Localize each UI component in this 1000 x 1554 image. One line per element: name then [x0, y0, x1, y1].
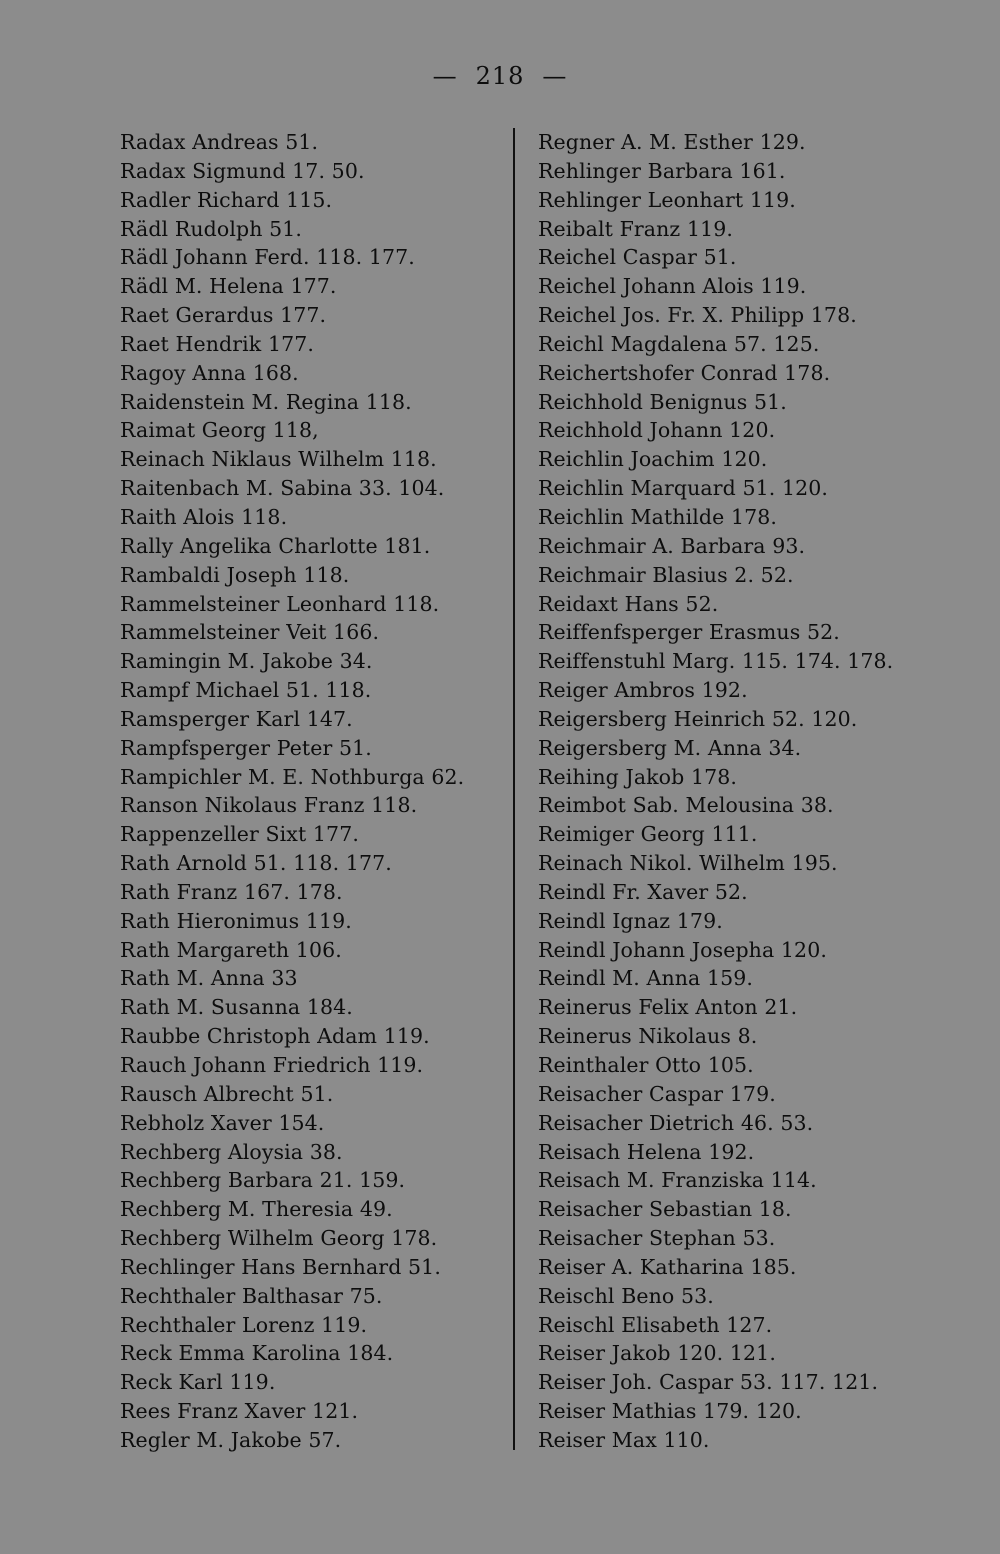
index-entry: Rath Arnold 51. 118. 177.: [120, 851, 392, 876]
index-entry: Rechberg Wilhelm Georg 178.: [120, 1226, 438, 1251]
index-entry: Reischl Elisabeth 127.: [538, 1312, 773, 1337]
index-entry: Rechthaler Balthasar 75.: [120, 1283, 383, 1308]
index-entry: Rammelsteiner Leonhard 118.: [120, 591, 440, 616]
index-entry: Reiser Mathias 179. 120.: [538, 1399, 802, 1424]
index-entry: Raubbe Christoph Adam 119.: [120, 1024, 430, 1049]
index-entry: Radler Richard 115.: [120, 187, 333, 212]
index-entry: Reibalt Franz 119.: [538, 216, 733, 241]
index-entry: Reiger Ambros 192.: [538, 678, 748, 703]
index-entry: Rädl Johann Ferd. 118. 177.: [120, 245, 415, 270]
index-entry: Reindl Fr. Xaver 52.: [538, 879, 748, 904]
index-entry: Rath M. Susanna 184.: [120, 995, 353, 1020]
index-entry: Reichl Magdalena 57. 125.: [538, 331, 820, 356]
index-entry: Ragoy Anna 168.: [120, 360, 299, 385]
page-header: [0, 62, 1000, 90]
index-entry: Reichlin Joachim 120.: [538, 447, 768, 472]
index-entry: Rath Margareth 106.: [120, 937, 342, 962]
index-entry: Reinerus Nikolaus 8.: [538, 1024, 758, 1049]
index-entry: Reiffenstuhl Marg. 115. 174. 178.: [538, 649, 894, 674]
index-entry: Radax Andreas 51.: [120, 130, 319, 154]
index-entry: Rechberg Barbara 21. 159.: [120, 1168, 406, 1193]
index-entry: Ramingin M. Jakobe 34.: [120, 649, 373, 674]
index-entry: Raet Hendrik 177.: [120, 331, 314, 356]
index-entry: Reichertshofer Conrad 178.: [538, 360, 831, 385]
index-entry: Radax Sigmund 17. 50.: [120, 158, 365, 183]
index-entry: Reisach Helena 192.: [538, 1139, 755, 1164]
index-entry: Rauch Johann Friedrich 119.: [120, 1053, 424, 1077]
index-entry: Rammelsteiner Veit 166.: [120, 620, 380, 645]
index-entry: Raitenbach M. Sabina 33. 104.: [120, 476, 445, 501]
index-entry: Reimiger Georg 111.: [538, 822, 758, 847]
index-entry: Rath M. Anna 33: [120, 966, 298, 991]
index-entry: Reichel Jos. Fr. X. Philipp 178.: [538, 303, 857, 328]
index-entry: Rausch Albrecht 51.: [120, 1081, 334, 1106]
index-entry: Reindl Ignaz 179.: [538, 908, 723, 933]
index-entry: Reisach M. Franziska 114.: [538, 1168, 817, 1193]
index-entry: Reiffenfsperger Erasmus 52.: [538, 620, 840, 645]
index-entry: Rechlinger Hans Bernhard 51.: [120, 1254, 441, 1279]
index-entry: Reinthaler Otto 105.: [538, 1053, 754, 1077]
index-entry: Reisacher Caspar 179.: [538, 1081, 776, 1106]
index-entry: Regner A. M. Esther 129.: [538, 130, 806, 154]
index-entry: Reichmair A. Barbara 93.: [538, 533, 806, 558]
index-entry: Ramsperger Karl 147.: [120, 706, 353, 731]
index-entry: Rehlinger Leonhart 119.: [538, 187, 796, 212]
index-column-right: [538, 128, 993, 1455]
index-entry: Reichhold Johann 120.: [538, 418, 776, 443]
index-entry: Rampfsperger Peter 51.: [120, 735, 372, 760]
column-divider: [513, 128, 515, 1450]
index-entry: Raimat Georg 118,: [120, 418, 319, 443]
index-entry: Reck Emma Karolina 184.: [120, 1341, 394, 1366]
index-entry: Rath Hieronimus 119.: [120, 908, 352, 933]
index-entry: Reigersberg M. Anna 34.: [538, 735, 802, 760]
index-entry: Rechthaler Lorenz 119.: [120, 1312, 368, 1337]
index-entry: Reihing Jakob 178.: [538, 764, 738, 789]
index-entry: Rampichler M. E. Nothburga 62.: [120, 764, 465, 789]
index-entry: Reischl Beno 53.: [538, 1283, 714, 1308]
index-entry: Reisacher Sebastian 18.: [538, 1197, 792, 1222]
index-entry: Reiser Max 110.: [538, 1427, 710, 1452]
index-entry: Reiser A. Katharina 185.: [538, 1254, 797, 1279]
header-dash-left: —: [432, 62, 458, 90]
index-entry: Reisacher Stephan 53.: [538, 1226, 776, 1251]
index-entry: Reichlin Mathilde 178.: [538, 504, 778, 529]
index-entry: Rappenzeller Sixt 177.: [120, 822, 359, 847]
index-entry: Reindl M. Anna 159.: [538, 966, 754, 991]
index-entry: Reinerus Felix Anton 21.: [538, 995, 798, 1020]
index-entry: Reigersberg Heinrich 52. 120.: [538, 706, 858, 731]
index-entry: Reidaxt Hans 52.: [538, 591, 719, 616]
index-entry: Reinach Nikol. Wilhelm 195.: [538, 851, 838, 876]
page-number: 218: [475, 62, 525, 90]
index-column-left: [120, 128, 505, 1455]
index-entry: Reindl Johann Josepha 120.: [538, 937, 827, 962]
index-entry: Reichel Caspar 51.: [538, 245, 737, 270]
index-entry: Rampf Michael 51. 118.: [120, 678, 372, 703]
index-entry: Reichhold Benignus 51.: [538, 389, 787, 414]
index-entry: Reiser Joh. Caspar 53. 117. 121.: [538, 1370, 879, 1395]
index-entry: Reiser Jakob 120. 121.: [538, 1341, 776, 1366]
index-entry: Rath Franz 167. 178.: [120, 879, 343, 904]
index-entry: Raidenstein M. Regina 118.: [120, 389, 412, 414]
index-entry: Raet Gerardus 177.: [120, 303, 327, 328]
index-entry: Rees Franz Xaver 121.: [120, 1399, 359, 1424]
index-entry: Reck Karl 119.: [120, 1370, 276, 1395]
index-entry: Rebholz Xaver 154.: [120, 1110, 325, 1135]
index-entry: Rehlinger Barbara 161.: [538, 158, 786, 183]
index-entry: Reichel Johann Alois 119.: [538, 274, 807, 299]
index-entry: Rädl M. Helena 177.: [120, 274, 337, 299]
index-entry: Rally Angelika Charlotte 181.: [120, 533, 431, 558]
index-entry: Rädl Rudolph 51.: [120, 216, 303, 241]
index-entry: Reimbot Sab. Melousina 38.: [538, 793, 834, 818]
index-entry: Reichlin Marquard 51. 120.: [538, 476, 829, 501]
index-entry: Regler M. Jakobe 57.: [120, 1427, 342, 1452]
index-entry: Ranson Nikolaus Franz 118.: [120, 793, 418, 818]
index-entry: Rechberg Aloysia 38.: [120, 1139, 343, 1164]
header-dash-right: —: [542, 62, 568, 90]
index-entry: Rambaldi Joseph 118.: [120, 562, 350, 587]
index-entry: Reinach Niklaus Wilhelm 118.: [120, 447, 437, 472]
index-entry: Rechberg M. Theresia 49.: [120, 1197, 393, 1222]
index-entry: Reichmair Blasius 2. 52.: [538, 562, 794, 587]
index-entry: Reisacher Dietrich 46. 53.: [538, 1110, 814, 1135]
index-entry: Raith Alois 118.: [120, 504, 288, 529]
